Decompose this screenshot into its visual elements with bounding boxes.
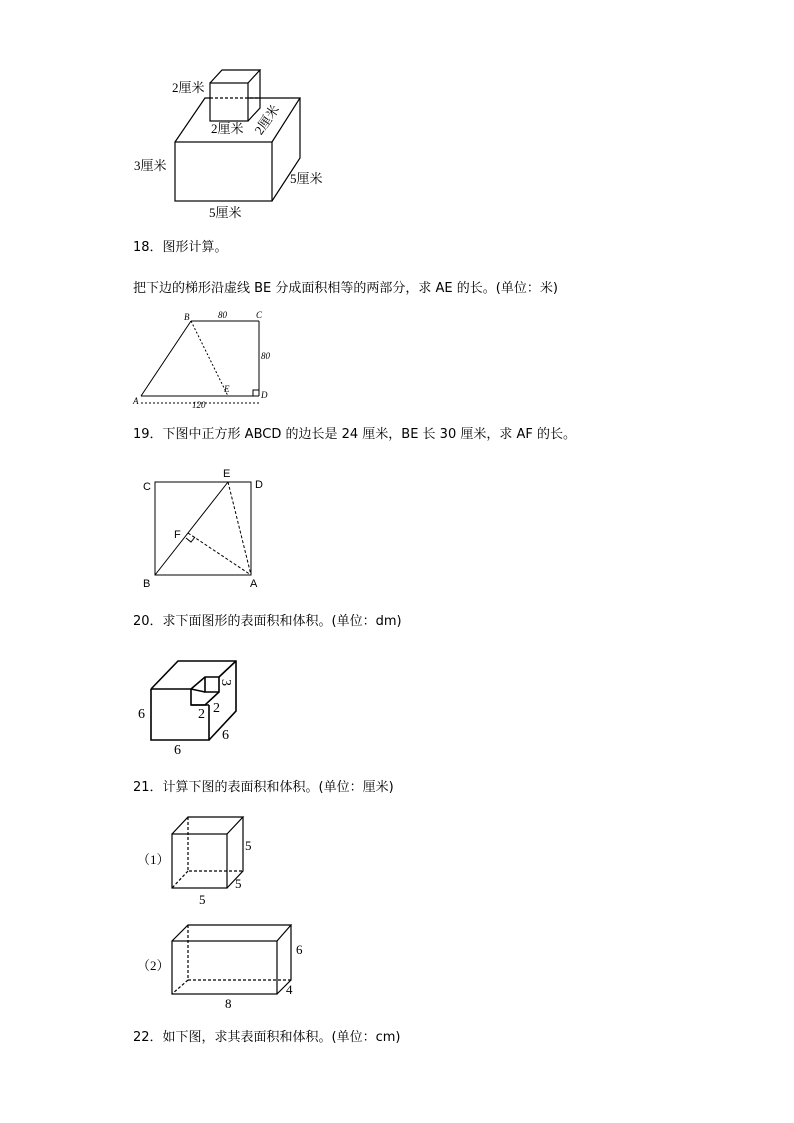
label-small-w: 2厘米 [211,121,244,136]
fig2-label-w: 8 [225,996,232,1011]
fig1-label-d: 5 [235,876,242,891]
label-A: A [133,396,139,406]
label-d: 6 [222,728,229,743]
fig1-tag: （1） [137,852,170,867]
fig1-label-w: 5 [199,892,206,907]
label-C: C [256,310,263,320]
label-bottom-length: 120 [192,400,206,410]
label-E: E [223,468,231,480]
label-E: E [224,384,230,394]
label-big-h: 3厘米 [134,158,167,173]
label-A: A [250,578,258,590]
label-notch-a: 2 [198,707,205,722]
question-19-title: 19．下图中正方形 ABCD 的边长是 24 厘米，BE 长 30 厘米，求 AF 的长。 [133,427,576,442]
label-small-d: 2厘米 [251,102,283,138]
fig2-tag: （2） [137,958,170,973]
fig2-label-h: 6 [296,942,303,957]
label-small-h: 2厘米 [172,80,205,95]
question-22-title: 22．如下图，求其表面积和体积。(单位：cm) [133,1030,401,1045]
label-big-w: 5厘米 [209,205,242,220]
question-18-title: 18．图形计算。 [133,240,228,255]
question-21-title: 21．计算下图的表面积和体积。(单位：厘米) [133,780,394,795]
label-h: 6 [138,707,145,722]
label-D: D [255,479,263,491]
label-right-length: 80 [261,351,270,361]
label-notch-b: 2 [213,701,220,716]
fig1-label-h: 5 [245,838,252,853]
question-20-title: 20．求下面图形的表面积和体积。(单位：dm) [133,614,402,629]
question-18-desc: 把下边的梯形沿虚线 BE 分成面积相等的两部分，求 AE 的长。(单位：米) [133,281,558,296]
label-B: B [143,578,151,590]
label-C: C [143,481,151,493]
label-notch-h: 3 [218,679,233,686]
label-w: 6 [174,743,181,758]
label-F: F [174,529,181,541]
label-top-length: 80 [218,310,227,320]
label-big-d: 5厘米 [290,171,323,186]
label-D: D [261,390,268,400]
fig2-label-d: 4 [286,982,293,997]
label-B: B [184,312,190,322]
